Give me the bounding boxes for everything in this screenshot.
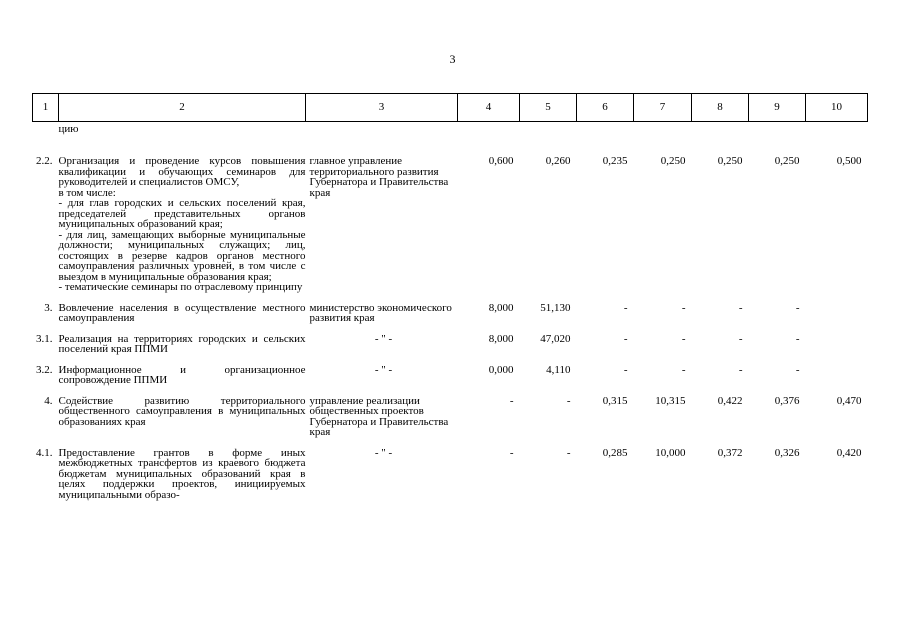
- row-value: -: [681, 332, 686, 345]
- row-name: [59, 365, 306, 386]
- header-row: [33, 94, 868, 122]
- row-code: 4.1.: [36, 446, 53, 459]
- row-name: [59, 334, 306, 355]
- row-code: 3.2.: [36, 363, 53, 376]
- row-value: -: [509, 394, 514, 407]
- row-value: -: [623, 363, 628, 376]
- col-header-5: 5: [520, 94, 577, 122]
- col-header-9: 9: [749, 94, 806, 122]
- row-value: 0,326: [774, 446, 800, 459]
- row-value: -: [566, 394, 571, 407]
- row-executor: главное управление территориального развития Губернатора и Правительства края: [309, 155, 449, 199]
- row-value: 0,285: [602, 446, 628, 459]
- row-spacer-cell: [33, 293, 868, 303]
- row-spacer: [33, 324, 868, 334]
- budget-table: [32, 93, 868, 500]
- row-value: 0,250: [717, 155, 743, 167]
- col-header-8: 8: [692, 94, 749, 122]
- row-value: 8,000: [488, 332, 514, 345]
- table-row: [33, 303, 868, 324]
- row-value: -: [681, 301, 686, 314]
- col-header-7: 7: [634, 94, 692, 122]
- row-subitem: - тематические семинары по отраслевому принципу: [58, 281, 303, 293]
- row-value: 51,130: [540, 301, 571, 314]
- row-value: 0,250: [660, 155, 686, 167]
- row-name-text: Информационное и организационное сопровождение ППМИ: [58, 363, 306, 386]
- row-value: -: [623, 301, 628, 314]
- table-row: [33, 365, 868, 386]
- row-spacer-cell: [33, 386, 868, 396]
- row-executor: - " -: [374, 363, 393, 376]
- continuation-row: [33, 122, 868, 157]
- table-row: [33, 334, 868, 355]
- row-executor: управление реализации общественных проектов Губернатора и Правительства края: [309, 394, 449, 438]
- row-spacer-cell: [33, 324, 868, 334]
- row-subitem: - для лиц, замещающих выборные муниципальные должности; муниципальных служащих; лиц, состоящих в резерве кадров органов местного самоуправления различных уровней, в том числе с выездом в муниципальные образования края;: [58, 228, 306, 283]
- row-value: -: [566, 446, 571, 459]
- row-value: -: [509, 446, 514, 459]
- row-code: 4.: [44, 394, 53, 407]
- row-name: [59, 303, 306, 324]
- row-value: [806, 303, 868, 324]
- row-name-text: Содействие развитию территориального общественного самоуправления в муниципальных образованиях края: [58, 394, 306, 428]
- row-value: 0,500: [836, 155, 862, 167]
- row-value: 0,422: [717, 394, 743, 407]
- row-value: 0,420: [836, 446, 862, 459]
- col-header-1: 1: [33, 94, 59, 122]
- row-spacer: [33, 438, 868, 448]
- row-value: -: [681, 363, 686, 376]
- row-value: 10,315: [655, 394, 686, 407]
- row-spacer: [33, 355, 868, 365]
- row-value: 0,470: [836, 394, 862, 407]
- row-subitem: - для глав городских и сельских поселений края, председателей представительных органов муниципальных образований края;: [58, 197, 306, 230]
- row-name-text: Организация и проведение курсов повышения квалификации и обучающих семинаров для руководителей и специалистов ОМСУ,: [58, 155, 306, 188]
- row-name: [59, 156, 306, 293]
- row-name-text: Вовлечение населения в осуществление местного самоуправления: [58, 301, 306, 324]
- row-spacer-cell: [33, 355, 868, 365]
- row-value: -: [738, 332, 743, 345]
- table-row: [33, 156, 868, 293]
- col-header-4: 4: [458, 94, 520, 122]
- row-name: [59, 396, 306, 438]
- row-value: -: [795, 332, 800, 345]
- row-value: 0,250: [774, 155, 800, 167]
- row-spacer-cell: [33, 438, 868, 448]
- row-value: -: [738, 301, 743, 314]
- row-value: 4,110: [546, 363, 571, 376]
- row-value: -: [795, 363, 800, 376]
- row-value: 10,000: [655, 446, 686, 459]
- row-value: 0,235: [602, 155, 628, 167]
- row-value: 0,372: [717, 446, 743, 459]
- page-number: 3: [449, 52, 456, 66]
- continuation-text: цию: [58, 123, 79, 135]
- row-value: [806, 334, 868, 355]
- row-value: -: [795, 301, 800, 314]
- row-name-text: Предоставление грантов в форме иных межбюджетных трансфертов из краевого бюджета бюджетам муниципальных образований края в целях поддержки проектов, инициируемых муниципальными образо-: [58, 446, 306, 501]
- row-value: 0,376: [774, 394, 800, 407]
- row-code: 3.1.: [36, 332, 53, 345]
- col-header-2: 2: [59, 94, 306, 122]
- row-name: [59, 448, 306, 501]
- col-header-10: 10: [806, 94, 868, 122]
- row-executor: - " -: [374, 332, 393, 345]
- row-value: -: [623, 332, 628, 345]
- row-value: 0,315: [602, 394, 628, 407]
- row-value: -: [738, 363, 743, 376]
- col-header-3: 3: [306, 94, 458, 122]
- row-code: 3.: [44, 301, 53, 314]
- row-spacer: [33, 386, 868, 396]
- row-value: 8,000: [488, 301, 514, 314]
- row-executor: - " -: [374, 446, 393, 459]
- row-value: 47,020: [540, 332, 571, 345]
- row-value: 0,000: [488, 363, 514, 376]
- table-row: [33, 448, 868, 501]
- row-subitem: в том числе:: [58, 186, 116, 199]
- col-header-6: 6: [577, 94, 634, 122]
- table-body: [33, 122, 868, 501]
- table-row: [33, 396, 868, 438]
- row-spacer: [33, 293, 868, 303]
- row-value: 0,600: [488, 155, 514, 167]
- row-code: 2.2.: [36, 155, 53, 167]
- row-executor: министерство экономического развития края: [309, 301, 452, 324]
- row-name-text: Реализация на территориях городских и сельских поселений края ППМИ: [58, 332, 306, 355]
- row-value: [806, 365, 868, 386]
- row-value: 0,260: [545, 155, 571, 167]
